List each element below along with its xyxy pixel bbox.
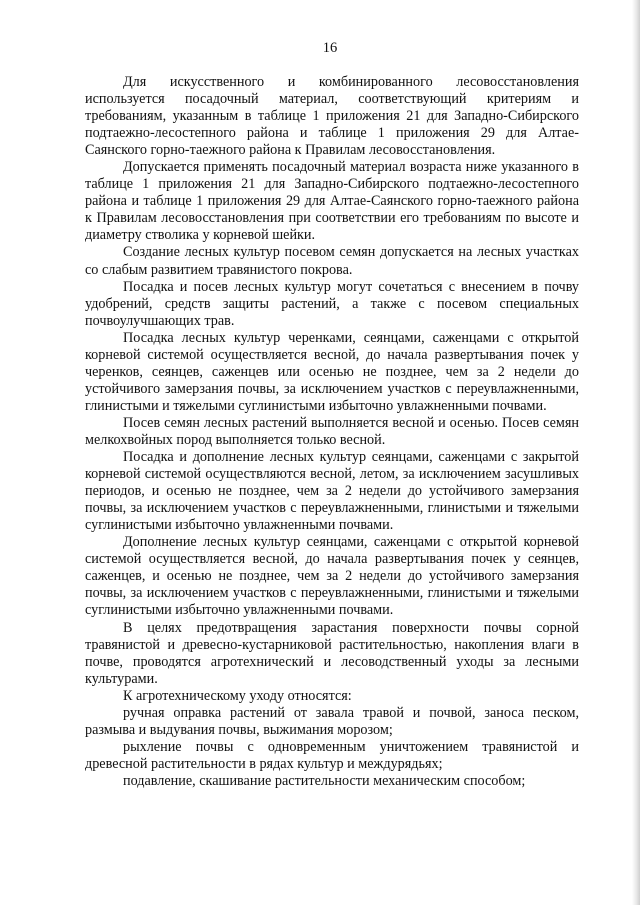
paragraph-care-purpose: В целях предотвращения зарастания поверхности почвы сорной травянистой и древесно-кустарниковой растительностью, накопления влаги в почве, проводятся агротехнический и лесоводственный уходы за лесными культурами.: [85, 619, 579, 687]
list-item-mechanical-mowing: подавление, скашивание растительности механическим способом;: [123, 772, 526, 789]
document-body: [85, 74, 579, 790]
paragraph-fertilizers: Посадка и посев лесных культур могут сочетаться с внесением в почву удобрений, средств защиты растений, а также с посевом специальных почвоулучшающих трав.: [85, 278, 579, 329]
paragraph-younger-planting-material: Допускается применять посадочный материал возраста ниже указанного в таблице 1 приложения 21 для Западно-Сибирского подтаежно-лесостепного района и таблице 1 приложения 29 для Алтае-Саянского горно-таежного района к Правилам лесовосстановления при соответствии его требованиям по высоте и диаметру стволика у корневой шейки.: [85, 159, 579, 244]
list-item-manual-correction: ручная оправка растений от завала травой и почвой, заноса песком, размыва и выдувания почвы, выжимания морозом;: [85, 704, 579, 738]
list-item-soil-loosening: рыхление почвы с одновременным уничтожением травянистой и древесной растительности в рядах культур и междурядьях;: [85, 738, 579, 772]
page-number: 16: [322, 40, 338, 56]
page-edge-shadow: [632, 0, 640, 905]
paragraph-open-root-supplement: Дополнение лесных культур сеянцами, саженцами с открытой корневой системой осуществляется весной, до начала развертывания почек у сеянцев, саженцев, и осенью не позднее, чем за 2 недели до устойчивого замерзания почвы, за исключением участков с переувлажненными, глинистыми и тяжелыми суглинистыми избыточно увлажненными почвами.: [85, 534, 579, 619]
paragraph-open-root-planting: Посадка лесных культур черенками, сеянцами, саженцами с открытой корневой системой осуществляется весной, до начала развертывания почек у черенков, сеянцев, саженцев или осенью не позднее, чем за 2 недели до устойчивого замерзания почвы, за исключением участков с переувлажненными, глинистыми и тяжелыми суглинистыми избыточно увлажненными почвами.: [85, 329, 579, 414]
paragraph-agrotechnical-care-heading: К агротехническому уходу относятся:: [123, 687, 352, 704]
paragraph-sowing-seasons: Посев семян лесных растений выполняется весной и осенью. Посев семян мелкохвойных пород выполняется только весной.: [85, 414, 579, 448]
paragraph-artificial-reforestation: Для искусственного и комбинированного лесовосстановления используется посадочный материал, соответствующий критериям и требованиям, указанным в таблице 1 приложения 21 для Западно-Сибирского подтаежно-лесостепного района и таблице 1 приложения 29 для Алтае-Саянского горно-таежного района к Правилам лесовосстановления.: [85, 74, 579, 159]
paragraph-closed-root-planting: Посадка и дополнение лесных культур сеянцами, саженцами с закрытой корневой системой осуществляются весной, летом, за исключением засушливых периодов, и осенью не позднее, чем за 2 недели до устойчивого замерзания почвы, за исключением участков с переувлажненными, глинистыми и тяжелыми суглинистыми избыточно увлажненными почвами.: [85, 449, 579, 534]
paragraph-seed-sowing: Создание лесных культур посевом семян допускается на лесных участках со слабым развитием травянистого покрова.: [85, 244, 579, 278]
